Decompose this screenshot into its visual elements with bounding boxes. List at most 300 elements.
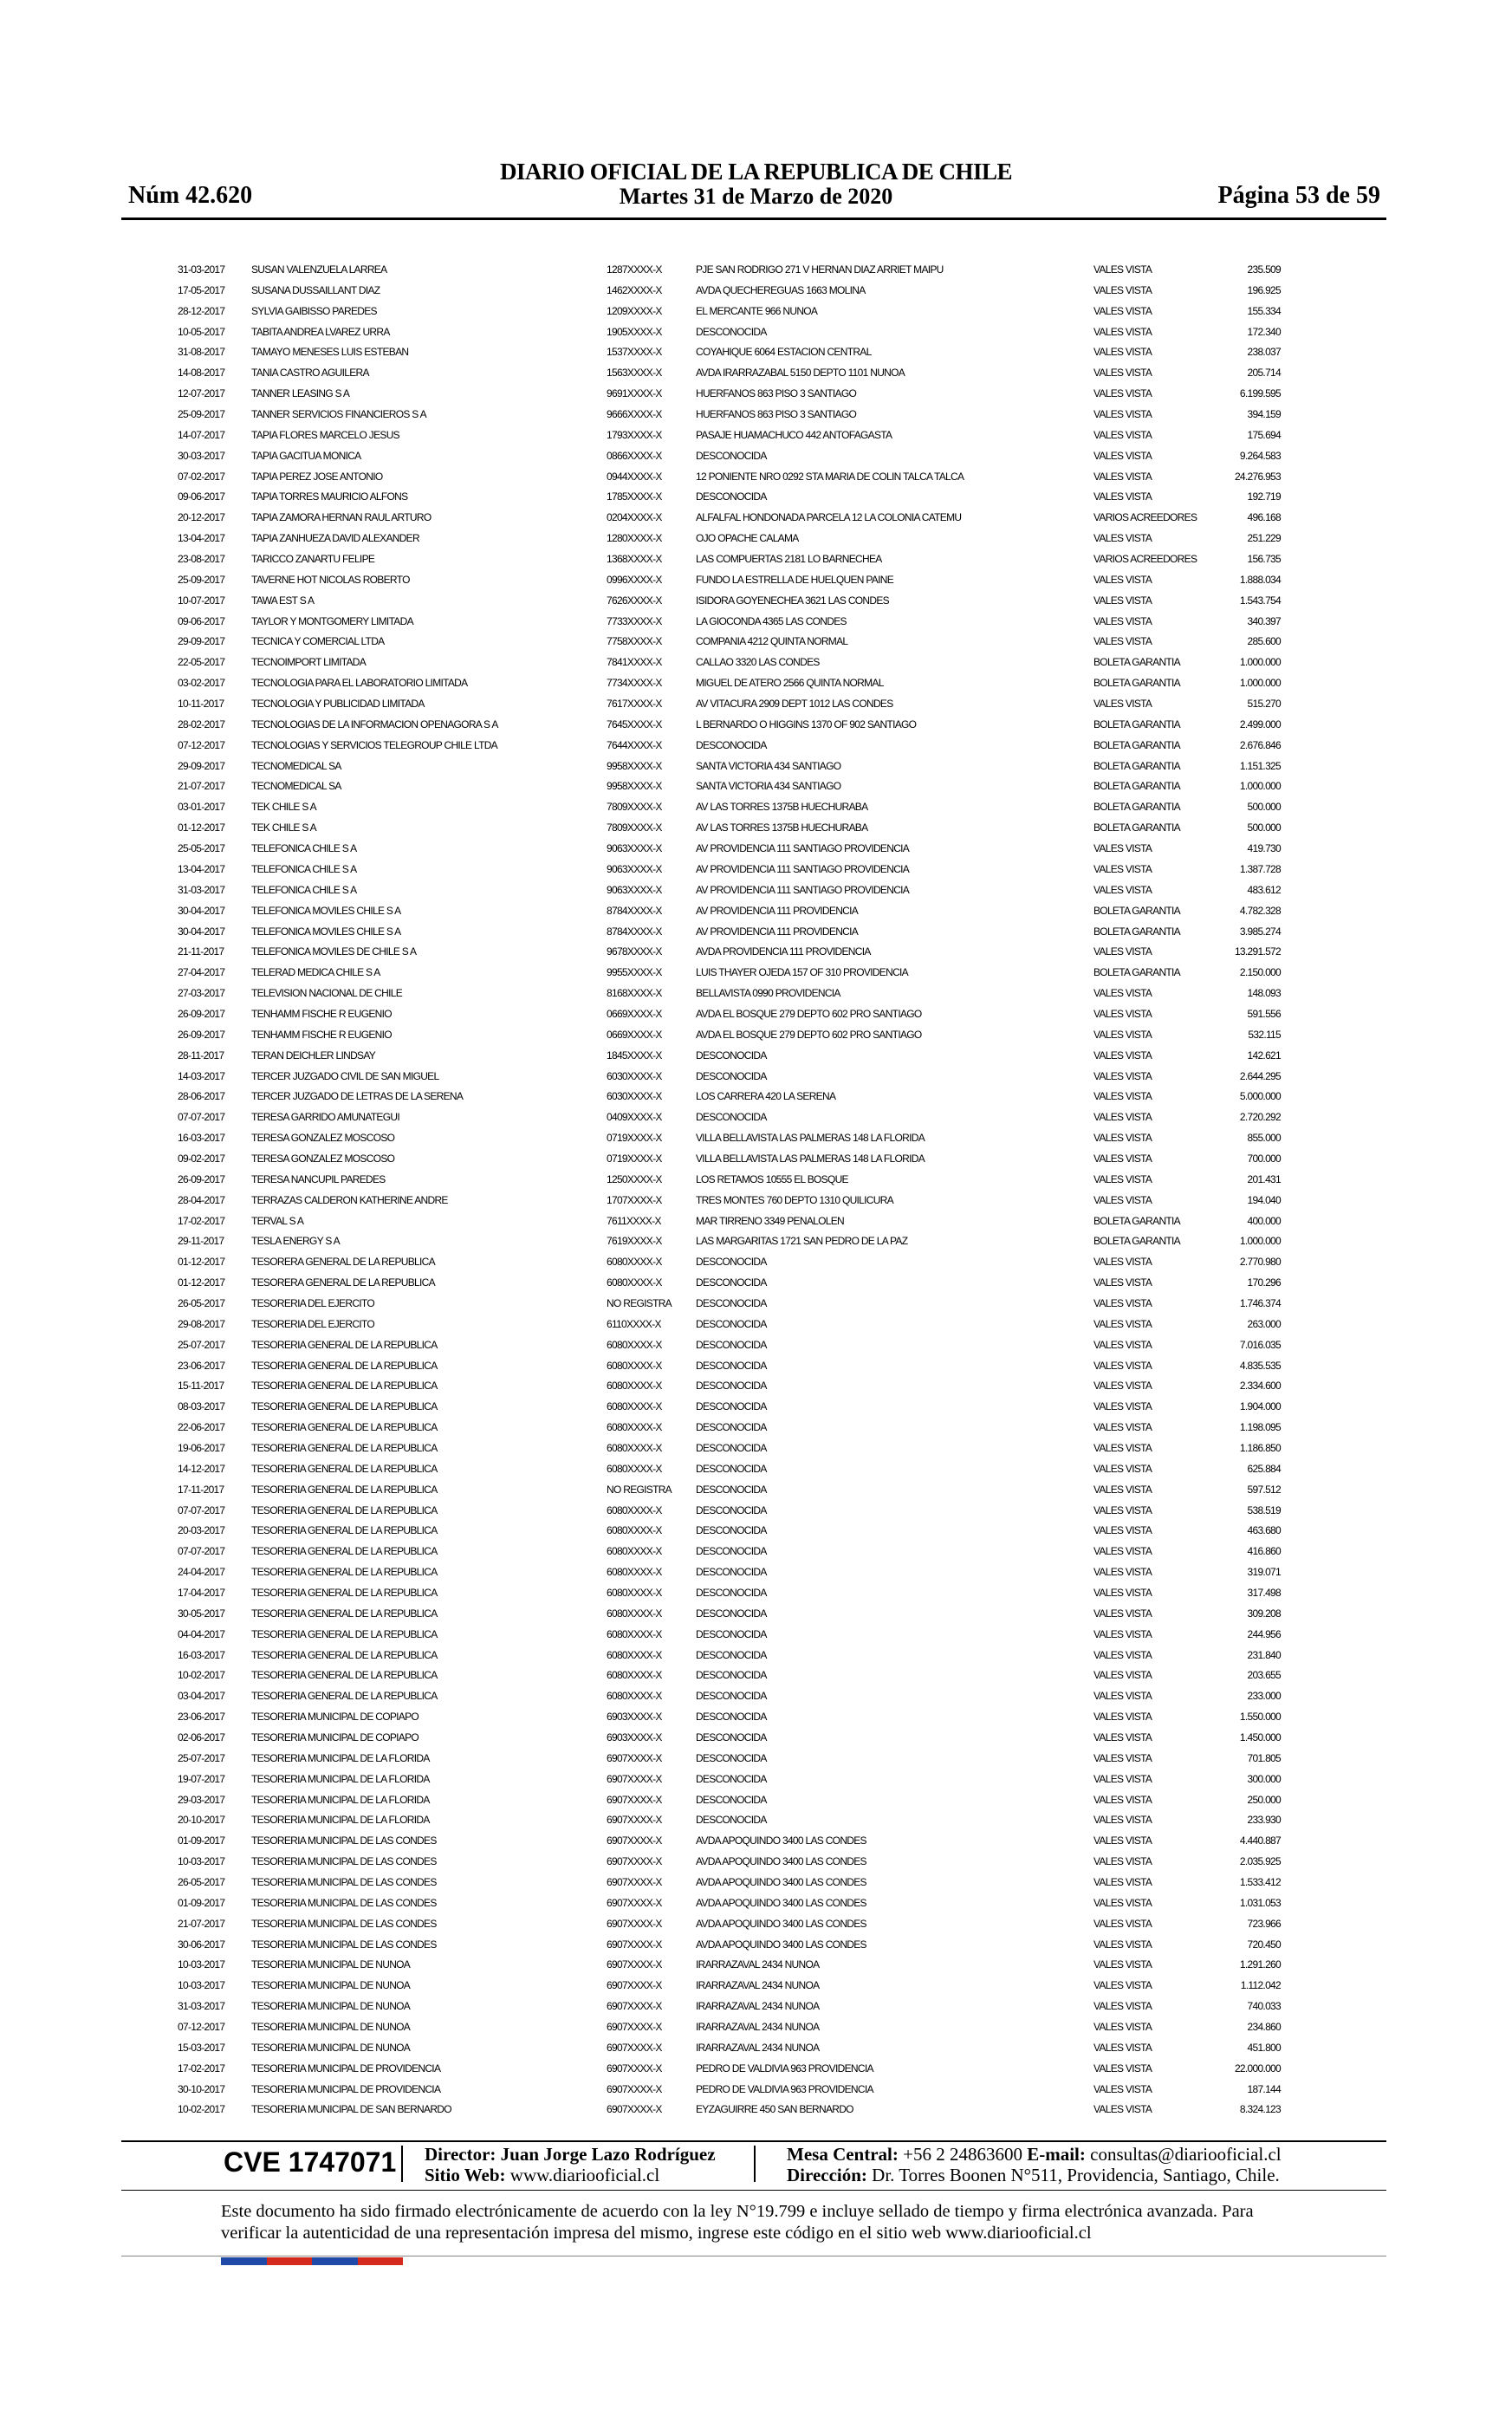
row-name: TEK CHILE S A xyxy=(251,821,316,834)
row-name: TENHAMM FISCHE R EUGENIO xyxy=(251,1007,392,1020)
web-label: Sitio Web: xyxy=(425,2165,506,2185)
row-address: DESCONOCIDA xyxy=(696,1483,767,1496)
row-rut: 6907XXXX-X xyxy=(607,1876,662,1889)
row-amount: 740.033 xyxy=(1247,2000,1281,2013)
table-row xyxy=(0,860,1512,880)
row-address: DESCONOCIDA xyxy=(696,1566,767,1579)
row-type: VALES VISTA xyxy=(1093,1421,1152,1434)
row-address: CALLAO 3320 LAS CONDES xyxy=(696,656,820,669)
table-row xyxy=(0,922,1512,943)
row-rut: 6903XXXX-X xyxy=(607,1711,662,1724)
email-label: E-mail: xyxy=(1027,2144,1086,2165)
row-type: VALES VISTA xyxy=(1093,1855,1152,1868)
row-amount: 2.720.292 xyxy=(1239,1111,1281,1124)
row-rut: 1563XXXX-X xyxy=(607,367,662,380)
row-address: DESCONOCIDA xyxy=(696,1359,767,1372)
row-amount: 1.387.728 xyxy=(1239,862,1281,875)
row-amount: 317.498 xyxy=(1247,1587,1281,1599)
row-date: 20-03-2017 xyxy=(178,1524,225,1537)
email-link[interactable]: consultas@diariooficial.cl xyxy=(1090,2144,1282,2165)
row-amount: 500.000 xyxy=(1247,801,1281,814)
row-name: TELERAD MEDICA CHILE S A xyxy=(251,966,380,979)
table-row xyxy=(0,260,1512,281)
row-type: BOLETA GARANTIA xyxy=(1093,1235,1180,1248)
row-rut: 6907XXXX-X xyxy=(607,1793,662,1806)
row-type: VALES VISTA xyxy=(1093,1462,1152,1475)
row-address: AVDA EL BOSQUE 279 DEPTO 602 PRO SANTIAGO xyxy=(696,1028,922,1041)
row-address: DESCONOCIDA xyxy=(696,1524,767,1537)
row-type: VALES VISTA xyxy=(1093,594,1152,607)
row-amount: 1.450.000 xyxy=(1239,1731,1281,1744)
row-amount: 2.644.295 xyxy=(1239,1069,1281,1082)
table-row xyxy=(0,1273,1512,1294)
row-address: DESCONOCIDA xyxy=(696,1049,767,1062)
row-name: TECNICA Y COMERCIAL LTDA xyxy=(251,635,385,648)
row-address: COMPANIA 4212 QUINTA NORMAL xyxy=(696,635,848,648)
row-date: 10-02-2017 xyxy=(178,1669,225,1682)
row-address: BELLAVISTA 0990 PROVIDENCIA xyxy=(696,987,840,1000)
row-rut: 1537XXXX-X xyxy=(607,346,662,359)
row-name: TERESA GONZALEZ MOSCOSO xyxy=(251,1132,395,1145)
issue-number: Núm 42.620 xyxy=(128,182,253,209)
table-row xyxy=(0,942,1512,963)
row-date: 14-07-2017 xyxy=(178,428,225,441)
row-address: DESCONOCIDA xyxy=(696,1607,767,1620)
row-type: VALES VISTA xyxy=(1093,449,1152,462)
row-amount: 7.016.035 xyxy=(1239,1338,1281,1351)
table-row xyxy=(0,1315,1512,1335)
row-rut: 7645XXXX-X xyxy=(607,718,662,730)
row-type: VALES VISTA xyxy=(1093,1503,1152,1516)
row-amount: 855.000 xyxy=(1247,1132,1281,1145)
row-address: DESCONOCIDA xyxy=(696,1669,767,1682)
row-amount: 515.270 xyxy=(1247,698,1281,711)
row-name: TESORERIA MUNICIPAL DE LAS CONDES xyxy=(251,1834,437,1847)
table-row xyxy=(0,1231,1512,1252)
row-amount: 244.956 xyxy=(1247,1627,1281,1640)
row-type: VALES VISTA xyxy=(1093,387,1152,400)
row-type: VALES VISTA xyxy=(1093,883,1152,896)
row-name: TESORERIA GENERAL DE LA REPUBLICA xyxy=(251,1566,438,1579)
row-rut: 0204XXXX-X xyxy=(607,511,662,524)
table-row xyxy=(0,405,1512,425)
row-type: VALES VISTA xyxy=(1093,1276,1152,1289)
row-type: VALES VISTA xyxy=(1093,1049,1152,1062)
row-type: BOLETA GARANTIA xyxy=(1093,821,1180,834)
row-address: HUERFANOS 863 PISO 3 SANTIAGO xyxy=(696,408,857,421)
row-address: DESCONOCIDA xyxy=(696,1069,767,1082)
row-address: IRARRAZAVAL 2434 NUNOA xyxy=(696,2041,820,2054)
director-label: Director: xyxy=(425,2144,496,2165)
table-row xyxy=(0,1542,1512,1562)
row-name: TERCER JUZGADO DE LETRAS DE LA SERENA xyxy=(251,1090,464,1103)
row-rut: 1785XXXX-X xyxy=(607,490,662,503)
row-rut: 0409XXXX-X xyxy=(607,1111,662,1124)
row-type: BOLETA GARANTIA xyxy=(1093,801,1180,814)
row-rut: 9666XXXX-X xyxy=(607,408,662,421)
row-amount: 463.680 xyxy=(1247,1524,1281,1537)
row-address: AV PROVIDENCIA 111 SANTIAGO PROVIDENCIA xyxy=(696,842,910,855)
row-amount: 701.805 xyxy=(1247,1751,1281,1764)
row-type: VALES VISTA xyxy=(1093,1690,1152,1703)
row-date: 26-05-2017 xyxy=(178,1296,225,1309)
row-address: PEDRO DE VALDIVIA 963 PROVIDENCIA xyxy=(696,2062,873,2075)
table-row xyxy=(0,570,1512,591)
row-date: 04-04-2017 xyxy=(178,1627,225,1640)
table-row xyxy=(0,1211,1512,1232)
row-amount: 309.208 xyxy=(1247,1607,1281,1620)
row-type: VALES VISTA xyxy=(1093,573,1152,586)
table-row xyxy=(0,612,1512,633)
row-name: TESORERIA MUNICIPAL DE NUNOA xyxy=(251,1958,411,1971)
row-date: 17-02-2017 xyxy=(178,2062,225,2075)
row-address: DESCONOCIDA xyxy=(696,1111,767,1124)
row-name: TESORERIA MUNICIPAL DE LA FLORIDA xyxy=(251,1793,430,1806)
row-type: VALES VISTA xyxy=(1093,1441,1152,1454)
row-type: VALES VISTA xyxy=(1093,1524,1152,1537)
row-name: TABITA ANDREA LVAREZ URRA xyxy=(251,325,390,338)
row-rut: 9958XXXX-X xyxy=(607,780,662,793)
row-amount: 1.746.374 xyxy=(1239,1296,1281,1309)
row-rut: 6080XXXX-X xyxy=(607,1648,662,1661)
row-address: AVDA APOQUINDO 3400 LAS CONDES xyxy=(696,1855,866,1868)
row-amount: 532.115 xyxy=(1248,1028,1281,1041)
row-address: ALFALFAL HONDONADA PARCELA 12 LA COLONIA CATEMU xyxy=(696,511,962,524)
row-type: VALES VISTA xyxy=(1093,1111,1152,1124)
row-name: TESORERIA GENERAL DE LA REPUBLICA xyxy=(251,1441,438,1454)
row-address: IRARRAZAVAL 2434 NUNOA xyxy=(696,1958,820,1971)
row-date: 07-02-2017 xyxy=(178,470,225,483)
row-name: TANIA CASTRO AGUILERA xyxy=(251,367,369,380)
row-amount: 9.264.583 xyxy=(1239,449,1281,462)
table-row xyxy=(0,1914,1512,1935)
table-row xyxy=(0,1707,1512,1728)
table-row xyxy=(0,1335,1512,1356)
row-name: TERAN DEICHLER LINDSAY xyxy=(251,1049,376,1062)
row-name: TAPIA TORRES MAURICIO ALFONS xyxy=(251,490,408,503)
table-row xyxy=(0,2100,1512,2120)
table-row xyxy=(0,529,1512,549)
row-address: DESCONOCIDA xyxy=(696,1711,767,1724)
row-address: DESCONOCIDA xyxy=(696,1421,767,1434)
row-amount: 597.512 xyxy=(1247,1483,1281,1496)
row-amount: 22.000.000 xyxy=(1234,2062,1281,2075)
row-date: 23-06-2017 xyxy=(178,1359,225,1372)
row-type: VALES VISTA xyxy=(1093,263,1152,276)
row-amount: 1.112.042 xyxy=(1240,1979,1281,1992)
row-type: VALES VISTA xyxy=(1093,1132,1152,1145)
row-amount: 1.533.412 xyxy=(1239,1876,1281,1889)
row-amount: 205.714 xyxy=(1247,367,1281,380)
row-rut: 6907XXXX-X xyxy=(607,2000,662,2013)
row-name: TESORERIA GENERAL DE LA REPUBLICA xyxy=(251,1524,438,1537)
row-rut: 6903XXXX-X xyxy=(607,1731,662,1744)
row-date: 26-09-2017 xyxy=(178,1172,225,1185)
row-address: DESCONOCIDA xyxy=(696,1731,767,1744)
row-type: VARIOS ACREEDORES xyxy=(1093,511,1197,524)
table-row xyxy=(0,302,1512,322)
row-address: DESCONOCIDA xyxy=(696,1627,767,1640)
row-rut: 6080XXXX-X xyxy=(607,1462,662,1475)
table-row xyxy=(0,839,1512,860)
row-name: TECNOLOGIAS DE LA INFORMACION OPENAGORA S A xyxy=(251,718,498,730)
row-date: 10-07-2017 xyxy=(178,594,225,607)
row-date: 25-05-2017 xyxy=(178,842,225,855)
table-row xyxy=(0,1149,1512,1170)
row-type: VALES VISTA xyxy=(1093,1256,1152,1269)
row-amount: 201.431 xyxy=(1247,1172,1281,1185)
row-amount: 2.334.600 xyxy=(1239,1380,1281,1393)
row-amount: 285.600 xyxy=(1247,635,1281,648)
row-date: 01-12-2017 xyxy=(178,1276,225,1289)
row-rut: 6907XXXX-X xyxy=(607,1814,662,1827)
row-name: TERRAZAS CALDERON KATHERINE ANDRE xyxy=(251,1193,448,1206)
table-row xyxy=(0,508,1512,529)
row-address: DESCONOCIDA xyxy=(696,1256,767,1269)
row-name: TECNOLOGIA PARA EL LABORATORIO LIMITADA xyxy=(251,677,468,690)
row-name: TESORERIA GENERAL DE LA REPUBLICA xyxy=(251,1359,438,1372)
footer-separator-left xyxy=(401,2146,403,2182)
row-type: BOLETA GARANTIA xyxy=(1093,904,1180,917)
row-name: TAVERNE HOT NICOLAS ROBERTO xyxy=(251,573,410,586)
row-address: AV PROVIDENCIA 111 SANTIAGO PROVIDENCIA xyxy=(696,862,910,875)
table-row xyxy=(0,1067,1512,1088)
table-row xyxy=(0,653,1512,673)
row-type: VALES VISTA xyxy=(1093,1607,1152,1620)
row-name: TESORERIA MUNICIPAL DE NUNOA xyxy=(251,2021,411,2034)
row-date: 29-03-2017 xyxy=(178,1793,225,1806)
row-rut: 7734XXXX-X xyxy=(607,677,662,690)
row-type: VALES VISTA xyxy=(1093,408,1152,421)
row-name: TESORERIA MUNICIPAL DE COPIAPO xyxy=(251,1731,419,1744)
row-rut: 0996XXXX-X xyxy=(607,573,662,586)
row-amount: 340.397 xyxy=(1247,614,1281,627)
row-amount: 251.229 xyxy=(1247,532,1281,545)
table-row xyxy=(0,1769,1512,1790)
newspaper-title: DIARIO OFICIAL DE LA REPUBLICA DE CHILE xyxy=(499,159,1013,185)
web-link[interactable]: www.diariooficial.cl xyxy=(509,2165,660,2185)
row-date: 27-03-2017 xyxy=(178,987,225,1000)
table-row xyxy=(0,818,1512,839)
row-amount: 319.071 xyxy=(1247,1566,1281,1579)
row-address: DESCONOCIDA xyxy=(696,449,767,462)
row-address: LOS RETAMOS 10555 EL BOSQUE xyxy=(696,1172,848,1185)
row-rut: 7809XXXX-X xyxy=(607,821,662,834)
footer-contact-block xyxy=(787,2144,1282,2185)
row-rut: 6080XXXX-X xyxy=(607,1503,662,1516)
row-rut: 6080XXXX-X xyxy=(607,1441,662,1454)
table-row xyxy=(0,1625,1512,1646)
row-date: 28-04-2017 xyxy=(178,1193,225,1206)
row-date: 09-06-2017 xyxy=(178,490,225,503)
row-name: TESORERIA MUNICIPAL DE LAS CONDES xyxy=(251,1876,437,1889)
table-row xyxy=(0,1831,1512,1852)
row-type: VALES VISTA xyxy=(1093,470,1152,483)
row-amount: 4.835.535 xyxy=(1239,1359,1281,1372)
table-row xyxy=(0,901,1512,922)
row-rut: 1793XXXX-X xyxy=(607,428,662,441)
table-row xyxy=(0,1128,1512,1149)
table-row xyxy=(0,467,1512,488)
row-rut: 6907XXXX-X xyxy=(607,2041,662,2054)
row-name: TESORERIA MUNICIPAL DE LA FLORIDA xyxy=(251,1814,430,1827)
row-date: 30-06-2017 xyxy=(178,1938,225,1951)
row-address: 12 PONIENTE NRO 0292 STA MARIA DE COLIN TALCA TALCA xyxy=(696,470,964,483)
row-name: TESORERIA MUNICIPAL DE SAN BERNARDO xyxy=(251,2103,451,2116)
row-date: 25-09-2017 xyxy=(178,573,225,586)
row-type: VALES VISTA xyxy=(1093,1834,1152,1847)
row-date: 09-02-2017 xyxy=(178,1152,225,1165)
table-row xyxy=(0,1666,1512,1686)
row-date: 07-07-2017 xyxy=(178,1545,225,1558)
row-rut: 7809XXXX-X xyxy=(607,801,662,814)
row-date: 29-09-2017 xyxy=(178,759,225,772)
row-rut: 6907XXXX-X xyxy=(607,1979,662,1992)
row-rut: 1280XXXX-X xyxy=(607,532,662,545)
row-date: 03-01-2017 xyxy=(178,801,225,814)
row-name: TESORERIA GENERAL DE LA REPUBLICA xyxy=(251,1400,438,1413)
table-row xyxy=(0,1893,1512,1914)
table-row xyxy=(0,1356,1512,1377)
row-date: 28-11-2017 xyxy=(178,1049,224,1062)
table-row xyxy=(0,1997,1512,2017)
row-date: 16-03-2017 xyxy=(178,1132,225,1145)
row-address: SANTA VICTORIA 434 SANTIAGO xyxy=(696,780,841,793)
row-type: VALES VISTA xyxy=(1093,2000,1152,2013)
table-row xyxy=(0,1438,1512,1459)
row-rut: 6080XXXX-X xyxy=(607,1587,662,1599)
row-date: 29-09-2017 xyxy=(178,635,225,648)
row-address: AVDA QUECHEREGUAS 1663 MOLINA xyxy=(696,283,866,296)
table-row xyxy=(0,2080,1512,2101)
row-date: 17-04-2017 xyxy=(178,1587,225,1599)
row-type: VALES VISTA xyxy=(1093,1793,1152,1806)
row-date: 01-12-2017 xyxy=(178,821,225,834)
row-address: DESCONOCIDA xyxy=(696,1503,767,1516)
table-row xyxy=(0,1376,1512,1397)
row-date: 29-11-2017 xyxy=(178,1235,224,1248)
row-amount: 142.621 xyxy=(1247,1049,1281,1062)
row-address: PEDRO DE VALDIVIA 963 PROVIDENCIA xyxy=(696,2082,873,2095)
row-rut: 6080XXXX-X xyxy=(607,1256,662,1269)
row-type: VALES VISTA xyxy=(1093,1648,1152,1661)
table-row xyxy=(0,1604,1512,1625)
row-address: COYAHIQUE 6064 ESTACION CENTRAL xyxy=(696,346,872,359)
row-date: 30-04-2017 xyxy=(178,904,225,917)
table-row xyxy=(0,446,1512,467)
row-type: VALES VISTA xyxy=(1093,1545,1152,1558)
row-name: TESORERIA MUNICIPAL DE LAS CONDES xyxy=(251,1917,437,1930)
row-type: VALES VISTA xyxy=(1093,945,1152,958)
row-type: VALES VISTA xyxy=(1093,1483,1152,1496)
row-date: 28-12-2017 xyxy=(178,304,225,317)
signature-notice: Este documento ha sido firmado electrónicamente de acuerdo con la ley N°19.799 e incluye sellado de tiempo y firma electrónica avanzada. Para verificar la autenticidad de una representación impresa del mismo, ingrese este código en el sitio web www.diariooficial.cl xyxy=(221,2202,1254,2243)
flag-segment xyxy=(358,2257,404,2265)
table-row xyxy=(0,715,1512,736)
row-rut: 9063XXXX-X xyxy=(607,883,662,896)
row-type: VALES VISTA xyxy=(1093,1193,1152,1206)
row-date: 30-03-2017 xyxy=(178,449,225,462)
row-rut: NO REGISTRA xyxy=(607,1483,672,1496)
row-amount: 250.000 xyxy=(1247,1793,1281,1806)
row-address: LAS COMPUERTAS 2181 LO BARNECHEA xyxy=(696,553,882,566)
row-type: VALES VISTA xyxy=(1093,614,1152,627)
row-name: TELEFONICA MOVILES CHILE S A xyxy=(251,904,401,917)
row-address: DESCONOCIDA xyxy=(696,1690,767,1703)
row-date: 08-03-2017 xyxy=(178,1400,225,1413)
row-address: DESCONOCIDA xyxy=(696,1462,767,1475)
row-name: TESORERA GENERAL DE LA REPUBLICA xyxy=(251,1276,435,1289)
row-name: TERVAL S A xyxy=(251,1214,304,1227)
row-amount: 394.159 xyxy=(1247,408,1281,421)
row-amount: 8.324.123 xyxy=(1239,2103,1281,2116)
table-row xyxy=(0,673,1512,694)
footer-director-block xyxy=(425,2144,716,2185)
row-rut: 6030XXXX-X xyxy=(607,1090,662,1103)
row-amount: 3.985.274 xyxy=(1239,925,1281,938)
row-name: TEK CHILE S A xyxy=(251,801,316,814)
row-type: VARIOS ACREEDORES xyxy=(1093,553,1197,566)
row-name: TESORERIA MUNICIPAL DE NUNOA xyxy=(251,2041,411,2054)
row-date: 22-06-2017 xyxy=(178,1421,225,1434)
row-name: TAPIA ZAMORA HERNAN RAUL ARTURO xyxy=(251,511,432,524)
table-row xyxy=(0,549,1512,570)
table-row xyxy=(0,797,1512,818)
row-address: IRARRAZAVAL 2434 NUNOA xyxy=(696,2000,820,2013)
row-address: ISIDORA GOYENECHEA 3621 LAS CONDES xyxy=(696,594,889,607)
row-date: 12-07-2017 xyxy=(178,387,225,400)
row-name: SYLVIA GAIBISSO PAREDES xyxy=(251,304,377,317)
row-type: VALES VISTA xyxy=(1093,1751,1152,1764)
row-amount: 496.168 xyxy=(1247,511,1281,524)
row-type: VALES VISTA xyxy=(1093,1172,1152,1185)
row-rut: 6907XXXX-X xyxy=(607,2062,662,2075)
mesa-phone: +56 2 24863600 xyxy=(903,2144,1022,2165)
row-type: VALES VISTA xyxy=(1093,1380,1152,1393)
row-date: 23-06-2017 xyxy=(178,1711,225,1724)
row-rut: 6080XXXX-X xyxy=(607,1545,662,1558)
row-rut: 8784XXXX-X xyxy=(607,925,662,938)
row-date: 01-12-2017 xyxy=(178,1256,225,1269)
row-rut: 9691XXXX-X xyxy=(607,387,662,400)
row-name: TESORERIA MUNICIPAL DE LAS CONDES xyxy=(251,1938,437,1951)
table-row xyxy=(0,425,1512,446)
row-amount: 5.000.000 xyxy=(1239,1090,1281,1103)
row-date: 25-07-2017 xyxy=(178,1338,225,1351)
row-rut: 6080XXXX-X xyxy=(607,1400,662,1413)
row-name: TAPIA PEREZ JOSE ANTONIO xyxy=(251,470,383,483)
row-name: TAYLOR Y MONTGOMERY LIMITADA xyxy=(251,614,413,627)
row-address: AVDA PROVIDENCIA 111 PROVIDENCIA xyxy=(696,945,871,958)
row-address: FUNDO LA ESTRELLA DE HUELQUEN PAINE xyxy=(696,573,894,586)
table-row xyxy=(0,1191,1512,1211)
row-type: VALES VISTA xyxy=(1093,490,1152,503)
cve-code: CVE 1747071 xyxy=(224,2146,397,2178)
row-amount: 1.000.000 xyxy=(1239,1235,1281,1248)
row-amount: 1.888.034 xyxy=(1239,573,1281,586)
row-address: DESCONOCIDA xyxy=(696,1441,767,1454)
footer-divider-middle xyxy=(121,2190,1386,2191)
row-address: EL MERCANTE 966 NUNOA xyxy=(696,304,818,317)
row-amount: 1.000.000 xyxy=(1239,656,1281,669)
table-row xyxy=(0,1749,1512,1769)
row-name: TECNOIMPORT LIMITADA xyxy=(251,656,367,669)
table-row xyxy=(0,487,1512,508)
table-row xyxy=(0,2038,1512,2059)
row-address: DESCONOCIDA xyxy=(696,1317,767,1330)
row-address: PASAJE HUAMACHUCO 442 ANTOFAGASTA xyxy=(696,428,892,441)
row-type: VALES VISTA xyxy=(1093,2082,1152,2095)
